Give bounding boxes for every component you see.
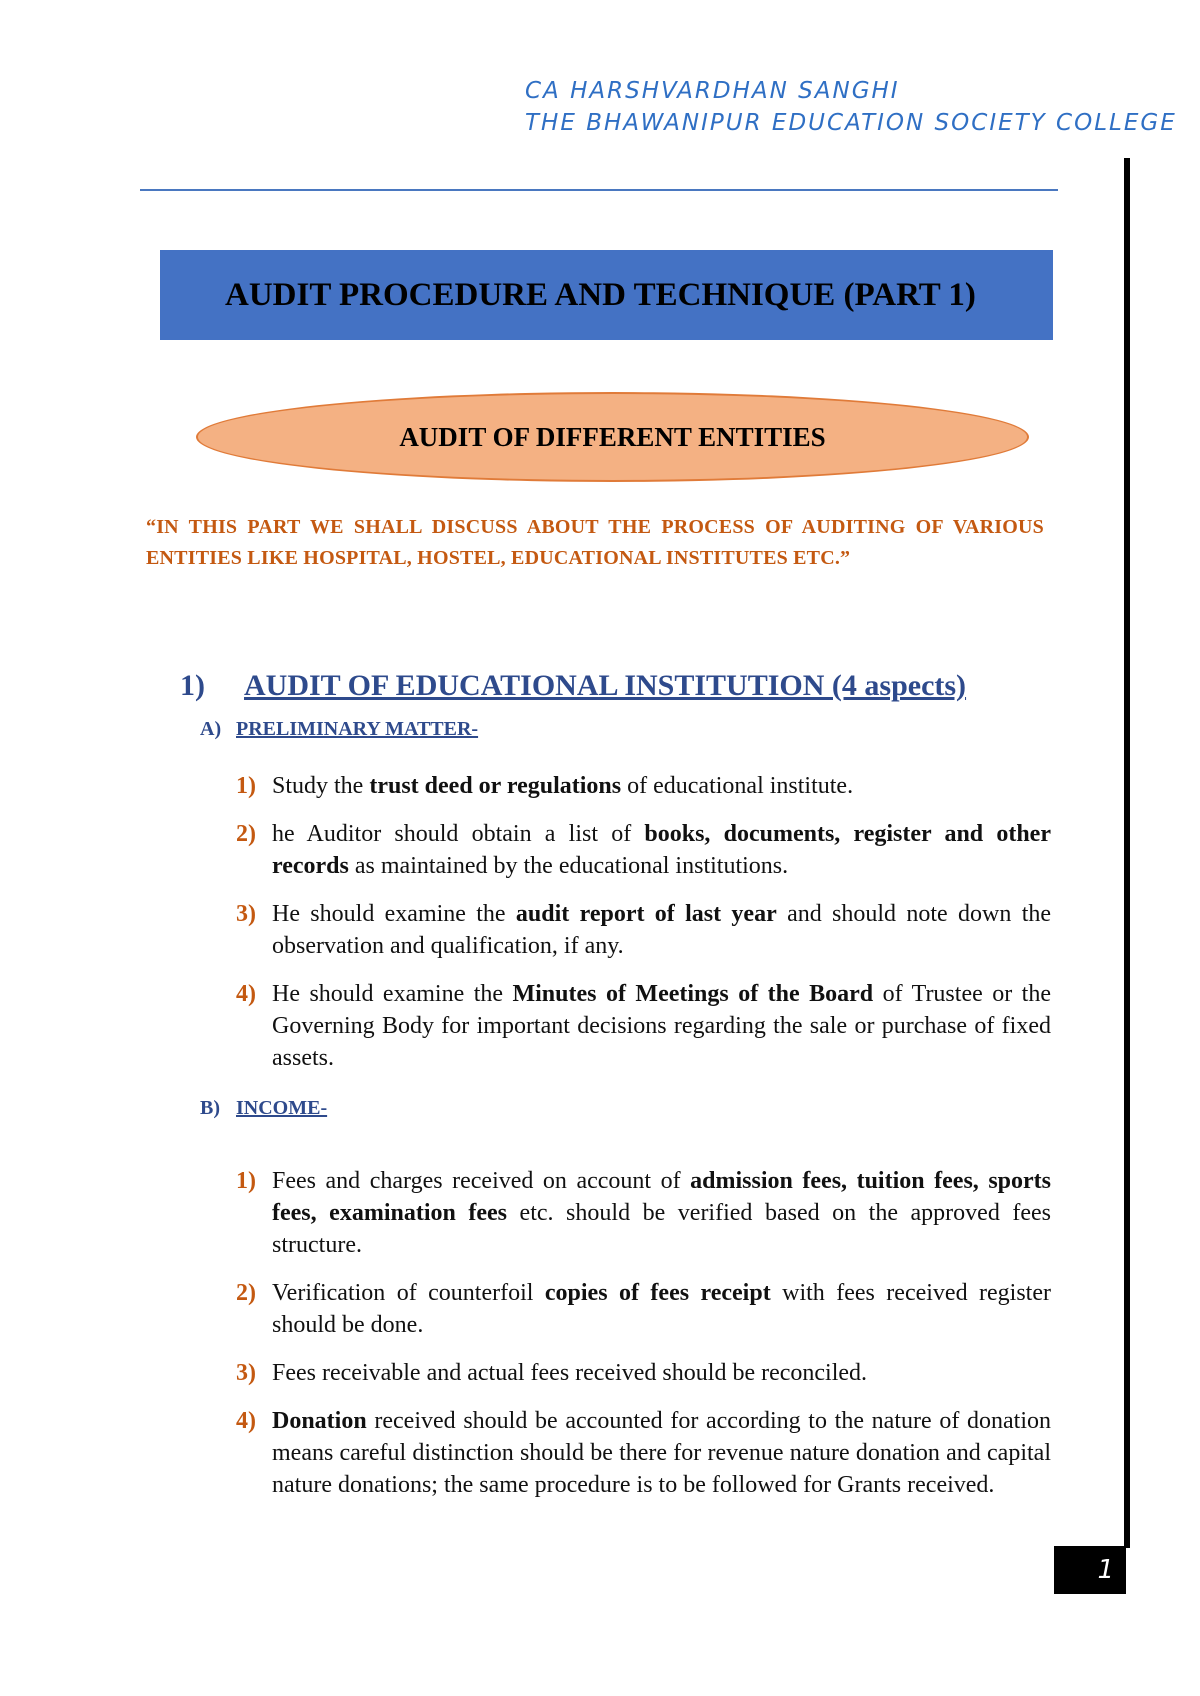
list-item [236, 898, 1051, 962]
page-title: AUDIT PROCEDURE AND TECHNIQUE (PART 1) [225, 276, 976, 313]
page-title-banner [160, 250, 1053, 340]
item-bold-text: books, documents, register and other records [272, 821, 1051, 879]
item-bold-text: copies of fees receipt [544, 1280, 771, 1306]
subsection-label: B) [200, 1097, 220, 1119]
item-text: Fees and charges received on account of [272, 1168, 691, 1194]
subsection-title: INCOME- [236, 1097, 328, 1119]
list-item [236, 978, 1051, 1074]
item-text: He should examine the [272, 981, 513, 1007]
subsection-title: PRELIMINARY MATTER- [236, 718, 479, 740]
page-side-border [1124, 158, 1130, 1548]
subsection-label: A) [200, 718, 222, 740]
topic-label: AUDIT OF DIFFERENT ENTITIES [399, 421, 826, 452]
item-bold-text: Donation [272, 1408, 367, 1434]
item-text: with fees received register should be done. [272, 1280, 1051, 1338]
section-number: 1) [180, 669, 205, 702]
list-item [236, 770, 1051, 802]
item-text: of Trustee or the Governing Body for important decisions regarding the sale or purchase of fixed assets. [272, 981, 1051, 1071]
section-title: AUDIT OF EDUCATIONAL INSTITUTION (4 aspects) [244, 669, 967, 702]
section-heading [180, 669, 1060, 703]
item-number: 2) [236, 1280, 256, 1306]
item-text: etc. should be verified based on the approved fees structure. [272, 1200, 1051, 1258]
list-item [236, 1405, 1051, 1501]
item-bold-text: Minutes of Meetings of the Board [512, 981, 874, 1007]
item-bold-text: trust deed or regulations [369, 773, 622, 799]
intro-quote: “IN THIS PART WE SHALL DISCUSS ABOUT THE PROCESS OF AUDITING OF VARIOUS ENTITIES LIKE HOSPITAL, HOSTEL, EDUCATIONAL INSTITUTES ETC.” [146, 516, 1044, 569]
institution-header: THE BHAWANIPUR EDUCATION SOCIETY COLLEGE [525, 110, 1177, 136]
page-number: 1 [1097, 1555, 1114, 1585]
item-number: 2) [236, 821, 256, 847]
item-text: Study the [272, 773, 370, 799]
author-header: CA HARSHVARDHAN SANGHI [525, 78, 900, 104]
item-text: and should note down the observation and qualification, if any. [272, 901, 1052, 959]
subsection-heading-income [200, 1097, 800, 1120]
income-list [236, 1165, 1051, 1517]
item-text: Fees receivable and actual fees received should be reconciled. [272, 1360, 868, 1386]
topic-oval-badge [196, 392, 1029, 482]
item-text: of educational institute. [621, 773, 854, 799]
preliminary-matter-list [236, 770, 1051, 1090]
page-number-box [1054, 1546, 1126, 1594]
item-bold-text: audit report of last year [515, 901, 777, 927]
subsection-heading-preliminary [200, 718, 800, 741]
list-item [236, 1277, 1051, 1341]
item-text: as maintained by the educational institutions. [348, 853, 789, 879]
item-text: Verification of counterfoil [272, 1280, 545, 1306]
item-bold-text: admission fees, tuition fees, sports fees, examination fees [272, 1168, 1051, 1226]
item-number: 4) [236, 1408, 256, 1434]
item-number: 1) [236, 773, 256, 799]
list-item [236, 1357, 1051, 1389]
item-text: received should be accounted for according to the nature of donation means careful distinction should be there for revenue nature donation and capital nature donations; the same procedure is to be followed for Grants received. [272, 1408, 1051, 1498]
item-text: He should examine the [272, 901, 516, 927]
item-number: 3) [236, 1360, 256, 1386]
item-text: he Auditor should obtain a list of [272, 821, 645, 847]
list-item [236, 818, 1051, 882]
item-number: 4) [236, 981, 256, 1007]
item-number: 1) [236, 1168, 256, 1194]
list-item [236, 1165, 1051, 1261]
header-divider [140, 189, 1058, 191]
item-number: 3) [236, 901, 256, 927]
